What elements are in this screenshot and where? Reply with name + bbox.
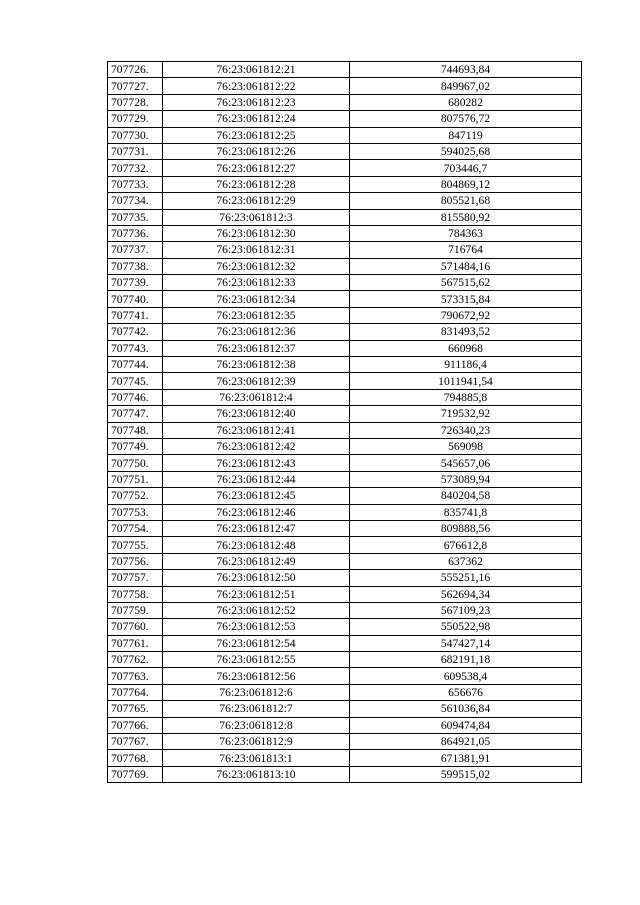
cadastral-value-cell: 573315,84 <box>350 291 582 307</box>
cadastral-value-cell: 550522,98 <box>350 619 582 635</box>
table-row <box>108 701 582 717</box>
row-number-cell: 707737. <box>108 242 163 258</box>
cadastral-value-cell: 703446,7 <box>350 160 582 176</box>
table-row <box>108 455 582 471</box>
cadastral-number-cell: 76:23:061812:21 <box>163 62 350 78</box>
cadastral-value-cell: 682191,18 <box>350 652 582 668</box>
cadastral-value-cell: 656676 <box>350 684 582 700</box>
cadastral-value-cell: 562694,34 <box>350 586 582 602</box>
cadastral-value-cell: 609474,84 <box>350 717 582 733</box>
row-number-cell: 707733. <box>108 176 163 192</box>
cadastral-number-cell: 76:23:061812:23 <box>163 94 350 110</box>
cadastral-number-cell: 76:23:061812:53 <box>163 619 350 635</box>
table-row <box>108 258 582 274</box>
cadastral-number-cell: 76:23:061813:1 <box>163 750 350 766</box>
table-row <box>108 766 582 782</box>
cadastral-value-cell: 815580,92 <box>350 209 582 225</box>
cadastral-number-cell: 76:23:061812:48 <box>163 537 350 553</box>
cadastral-number-cell: 76:23:061812:49 <box>163 553 350 569</box>
row-number-cell: 707753. <box>108 504 163 520</box>
cadastral-value-cell: 794885,8 <box>350 389 582 405</box>
cadastral-number-cell: 76:23:061812:37 <box>163 340 350 356</box>
row-number-cell: 707730. <box>108 127 163 143</box>
cadastral-number-cell: 76:23:061812:27 <box>163 160 350 176</box>
cadastral-number-cell: 76:23:061812:28 <box>163 176 350 192</box>
table-row <box>108 62 582 78</box>
cadastral-number-cell: 76:23:061812:22 <box>163 78 350 94</box>
cadastral-value-cell: 671381,91 <box>350 750 582 766</box>
cadastral-value-cell: 569098 <box>350 438 582 454</box>
cadastral-value-cell: 784363 <box>350 225 582 241</box>
cadastral-value-cell: 847119 <box>350 127 582 143</box>
cadastral-value-cell: 573089,94 <box>350 471 582 487</box>
row-number-cell: 707759. <box>108 602 163 618</box>
row-number-cell: 707768. <box>108 750 163 766</box>
table-body <box>108 62 582 783</box>
table-row <box>108 520 582 536</box>
table-row <box>108 373 582 389</box>
table-row <box>108 406 582 422</box>
cadastral-number-cell: 76:23:061812:30 <box>163 225 350 241</box>
row-number-cell: 707740. <box>108 291 163 307</box>
cadastral-value-cell: 599515,02 <box>350 766 582 782</box>
cadastral-number-cell: 76:23:061812:31 <box>163 242 350 258</box>
table-row <box>108 291 582 307</box>
table-row <box>108 340 582 356</box>
row-number-cell: 707738. <box>108 258 163 274</box>
cadastral-number-cell: 76:23:061812:50 <box>163 570 350 586</box>
table-row <box>108 504 582 520</box>
cadastral-value-cell: 726340,23 <box>350 422 582 438</box>
cadastral-value-cell: 804869,12 <box>350 176 582 192</box>
cadastral-number-cell: 76:23:061812:4 <box>163 389 350 405</box>
table-row <box>108 127 582 143</box>
cadastral-number-cell: 76:23:061812:25 <box>163 127 350 143</box>
row-number-cell: 707741. <box>108 307 163 323</box>
cadastral-number-cell: 76:23:061812:3 <box>163 209 350 225</box>
cadastral-number-cell: 76:23:061812:34 <box>163 291 350 307</box>
cadastral-value-cell: 547427,14 <box>350 635 582 651</box>
table-row <box>108 225 582 241</box>
row-number-cell: 707758. <box>108 586 163 602</box>
cadastral-number-cell: 76:23:061812:7 <box>163 701 350 717</box>
cadastral-number-cell: 76:23:061812:29 <box>163 193 350 209</box>
row-number-cell: 707764. <box>108 684 163 700</box>
table-row <box>108 684 582 700</box>
row-number-cell: 707731. <box>108 143 163 159</box>
row-number-cell: 707769. <box>108 766 163 782</box>
row-number-cell: 707726. <box>108 62 163 78</box>
cadastral-value-cell: 911186,4 <box>350 357 582 373</box>
row-number-cell: 707748. <box>108 422 163 438</box>
cadastral-value-cell: 660968 <box>350 340 582 356</box>
cadastral-number-cell: 76:23:061812:9 <box>163 734 350 750</box>
cadastral-value-cell: 609538,4 <box>350 668 582 684</box>
cadastral-number-cell: 76:23:061812:39 <box>163 373 350 389</box>
row-number-cell: 707729. <box>108 111 163 127</box>
row-number-cell: 707767. <box>108 734 163 750</box>
cadastral-number-cell: 76:23:061812:43 <box>163 455 350 471</box>
table-row <box>108 143 582 159</box>
cadastral-number-cell: 76:23:061812:6 <box>163 684 350 700</box>
table-row <box>108 537 582 553</box>
row-number-cell: 707742. <box>108 324 163 340</box>
row-number-cell: 707766. <box>108 717 163 733</box>
cadastral-number-cell: 76:23:061812:47 <box>163 520 350 536</box>
cadastral-value-cell: 1011941,54 <box>350 373 582 389</box>
cadastral-value-cell: 561036,84 <box>350 701 582 717</box>
cadastral-number-cell: 76:23:061812:26 <box>163 143 350 159</box>
row-number-cell: 707744. <box>108 357 163 373</box>
table-row <box>108 324 582 340</box>
cadastral-number-cell: 76:23:061812:41 <box>163 422 350 438</box>
cadastral-value-cell: 807576,72 <box>350 111 582 127</box>
row-number-cell: 707765. <box>108 701 163 717</box>
cadastral-value-cell: 744693,84 <box>350 62 582 78</box>
cadastral-value-cell: 864921,05 <box>350 734 582 750</box>
row-number-cell: 707762. <box>108 652 163 668</box>
row-number-cell: 707747. <box>108 406 163 422</box>
cadastral-number-cell: 76:23:061812:42 <box>163 438 350 454</box>
cadastral-number-cell: 76:23:061812:46 <box>163 504 350 520</box>
table-row <box>108 652 582 668</box>
cadastral-number-cell: 76:23:061812:24 <box>163 111 350 127</box>
row-number-cell: 707746. <box>108 389 163 405</box>
table-row <box>108 94 582 110</box>
row-number-cell: 707751. <box>108 471 163 487</box>
cadastral-value-cell: 835741,8 <box>350 504 582 520</box>
table-row <box>108 553 582 569</box>
cadastral-number-cell: 76:23:061812:44 <box>163 471 350 487</box>
table-row <box>108 389 582 405</box>
cadastral-value-cell: 790672,92 <box>350 307 582 323</box>
cadastral-number-cell: 76:23:061812:35 <box>163 307 350 323</box>
table-row <box>108 471 582 487</box>
table-row <box>108 111 582 127</box>
cadastral-number-cell: 76:23:061812:32 <box>163 258 350 274</box>
row-number-cell: 707727. <box>108 78 163 94</box>
table-row <box>108 160 582 176</box>
row-number-cell: 707732. <box>108 160 163 176</box>
table-row <box>108 750 582 766</box>
cadastral-value-table <box>107 61 582 783</box>
cadastral-value-cell: 719532,92 <box>350 406 582 422</box>
table-row <box>108 438 582 454</box>
table-row <box>108 422 582 438</box>
row-number-cell: 707728. <box>108 94 163 110</box>
row-number-cell: 707757. <box>108 570 163 586</box>
cadastral-number-cell: 76:23:061812:55 <box>163 652 350 668</box>
table-row <box>108 734 582 750</box>
row-number-cell: 707736. <box>108 225 163 241</box>
table-row <box>108 357 582 373</box>
table-row <box>108 275 582 291</box>
cadastral-value-cell: 840204,58 <box>350 488 582 504</box>
row-number-cell: 707752. <box>108 488 163 504</box>
cadastral-number-cell: 76:23:061812:33 <box>163 275 350 291</box>
row-number-cell: 707745. <box>108 373 163 389</box>
cadastral-number-cell: 76:23:061812:45 <box>163 488 350 504</box>
table-row <box>108 209 582 225</box>
cadastral-value-cell: 805521,68 <box>350 193 582 209</box>
cadastral-value-cell: 676612,8 <box>350 537 582 553</box>
table-row <box>108 176 582 192</box>
cadastral-value-cell: 567515,62 <box>350 275 582 291</box>
row-number-cell: 707760. <box>108 619 163 635</box>
row-number-cell: 707754. <box>108 520 163 536</box>
cadastral-number-cell: 76:23:061812:56 <box>163 668 350 684</box>
table-row <box>108 242 582 258</box>
cadastral-value-cell: 567109,23 <box>350 602 582 618</box>
table-row <box>108 619 582 635</box>
cadastral-number-cell: 76:23:061812:40 <box>163 406 350 422</box>
table-row <box>108 570 582 586</box>
table-row <box>108 78 582 94</box>
cadastral-value-cell: 545657,06 <box>350 455 582 471</box>
row-number-cell: 707761. <box>108 635 163 651</box>
table-row <box>108 668 582 684</box>
cadastral-number-cell: 76:23:061812:51 <box>163 586 350 602</box>
table-row <box>108 717 582 733</box>
cadastral-value-cell: 831493,52 <box>350 324 582 340</box>
cadastral-value-cell: 594025,68 <box>350 143 582 159</box>
cadastral-number-cell: 76:23:061813:10 <box>163 766 350 782</box>
cadastral-value-cell: 571484,16 <box>350 258 582 274</box>
cadastral-value-cell: 555251,16 <box>350 570 582 586</box>
cadastral-value-cell: 849967,02 <box>350 78 582 94</box>
row-number-cell: 707735. <box>108 209 163 225</box>
row-number-cell: 707734. <box>108 193 163 209</box>
table-row <box>108 602 582 618</box>
cadastral-number-cell: 76:23:061812:8 <box>163 717 350 733</box>
table-row <box>108 488 582 504</box>
cadastral-value-cell: 809888,56 <box>350 520 582 536</box>
row-number-cell: 707743. <box>108 340 163 356</box>
row-number-cell: 707750. <box>108 455 163 471</box>
cadastral-number-cell: 76:23:061812:36 <box>163 324 350 340</box>
table-row <box>108 307 582 323</box>
table-row <box>108 586 582 602</box>
row-number-cell: 707749. <box>108 438 163 454</box>
cadastral-value-cell: 680282 <box>350 94 582 110</box>
row-number-cell: 707755. <box>108 537 163 553</box>
table-row <box>108 193 582 209</box>
table-row <box>108 635 582 651</box>
cadastral-number-cell: 76:23:061812:38 <box>163 357 350 373</box>
cadastral-number-cell: 76:23:061812:54 <box>163 635 350 651</box>
cadastral-value-cell: 637362 <box>350 553 582 569</box>
cadastral-value-cell: 716764 <box>350 242 582 258</box>
row-number-cell: 707763. <box>108 668 163 684</box>
row-number-cell: 707756. <box>108 553 163 569</box>
row-number-cell: 707739. <box>108 275 163 291</box>
cadastral-number-cell: 76:23:061812:52 <box>163 602 350 618</box>
